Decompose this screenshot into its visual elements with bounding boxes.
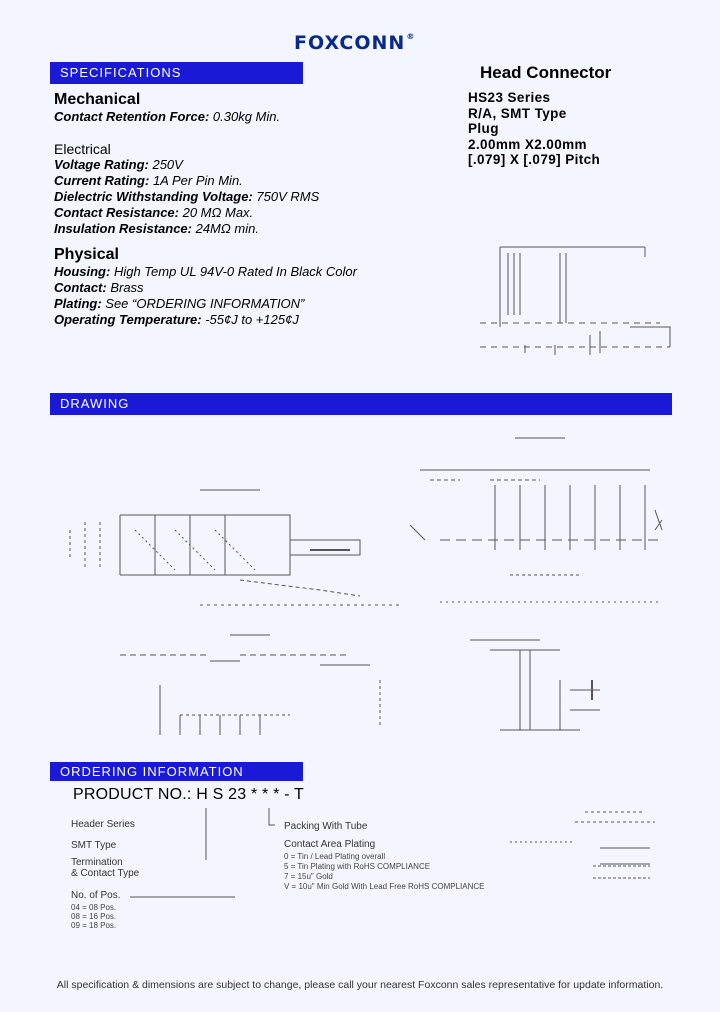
spec-value: -55¢J to +125¢J [201, 312, 299, 327]
spec-line [54, 296, 357, 312]
pos-item: 04 = 08 Pos. [71, 903, 117, 912]
spec-line [54, 312, 357, 328]
spec-line [54, 109, 280, 125]
tube-packing-image [505, 808, 665, 888]
spec-line [54, 189, 319, 205]
electrical-heading: Electrical [54, 141, 111, 157]
specifications-label: SPECIFICATIONS [60, 65, 182, 80]
mechanical-heading: Mechanical [54, 91, 141, 108]
plating-item: 0 = Tin / Lead Plating overall [284, 852, 386, 861]
spec-line [54, 205, 319, 221]
spec-value: 0.30kg Min. [209, 109, 281, 124]
spec-label: Dielectric Withstanding Voltage: [54, 189, 253, 204]
physical-list [54, 264, 357, 328]
spec-label: Insulation Resistance: [54, 221, 192, 236]
header-series-label: Header Series [71, 819, 135, 830]
termination-label: Termination [71, 857, 123, 868]
pitch-inch-line: [.079] X [.079] Pitch [468, 152, 601, 167]
product-number: PRODUCT NO.: H S 23 * * * - T [73, 786, 305, 803]
type-line: R/A, SMT Type [468, 105, 567, 121]
pos-item: 09 = 18 Pos. [71, 921, 117, 930]
plug-line: Plug [468, 121, 499, 136]
foxconn-logo [294, 32, 415, 54]
plating-title: Contact Area Plating [284, 839, 376, 850]
spec-value: See “ORDERING INFORMATION” [101, 296, 305, 311]
spec-line [54, 157, 319, 173]
plating-list [284, 852, 484, 892]
spec-value: 24MΩ min. [191, 221, 259, 236]
contact-type-label: & Contact Type [71, 868, 140, 879]
spec-label: Plating: [54, 296, 102, 311]
series-line: HS23 Series [468, 90, 551, 105]
spec-label: Operating Temperature: [54, 312, 202, 327]
plating-item: 7 = 15u" Gold [284, 872, 333, 881]
product-series-block [468, 90, 600, 168]
drawing-header [50, 393, 672, 415]
spec-line [54, 280, 357, 296]
detail-view-drawing [460, 630, 620, 740]
spec-label: Voltage Rating: [54, 157, 149, 172]
spec-value: 1A Per Pin Min. [149, 173, 243, 188]
smt-type-label: SMT Type [71, 840, 117, 851]
spec-value: Brass [106, 280, 144, 295]
spec-label: Contact Resistance: [54, 205, 179, 220]
specifications-header [50, 62, 303, 84]
spec-value: 250V [148, 157, 183, 172]
pos-item: 08 = 16 Pos. [71, 912, 117, 921]
spec-label: Contact Retention Force: [54, 109, 210, 124]
footprint-drawing [100, 625, 400, 745]
side-view-drawing [60, 480, 400, 610]
physical-heading: Physical [54, 246, 119, 263]
pitch-mm-line: 2.00mm X2.00mm [468, 136, 587, 152]
front-view-drawing [400, 430, 680, 610]
spec-label: Contact: [54, 280, 107, 295]
pos-list [71, 903, 116, 930]
spec-line [54, 221, 319, 237]
ordering-label: ORDERING INFORMATION [60, 764, 244, 779]
ordering-header [50, 762, 303, 781]
spec-label: Housing: [54, 264, 111, 279]
plating-item: V = 10u" Min Gold With Lead Free RoHS COMPLIANCE [284, 882, 485, 891]
footer-note: All specification & dimensions are subject to change, please call your nearest Foxconn sales representative for update information. [56, 979, 664, 991]
spec-value: 750V RMS [252, 189, 320, 204]
spec-line [54, 264, 357, 280]
spec-label: Current Rating: [54, 173, 150, 188]
registered-mark: ® [406, 32, 416, 41]
connector-isometric-image [470, 235, 680, 365]
spec-line [54, 173, 319, 189]
spec-value: 20 MΩ Max. [178, 205, 254, 220]
drawing-label: DRAWING [60, 396, 130, 411]
pos-title: No. of Pos. [71, 890, 121, 901]
logo-text: FOXCONN [294, 32, 406, 54]
spec-value: High Temp UL 94V-0 Rated In Black Color [110, 264, 357, 279]
product-title: Head Connector [480, 63, 612, 82]
packing-label: Packing With Tube [284, 821, 368, 832]
electrical-list [54, 157, 319, 237]
plating-item: 5 = Tin Plating with RoHS COMPLIANCE [284, 862, 431, 871]
